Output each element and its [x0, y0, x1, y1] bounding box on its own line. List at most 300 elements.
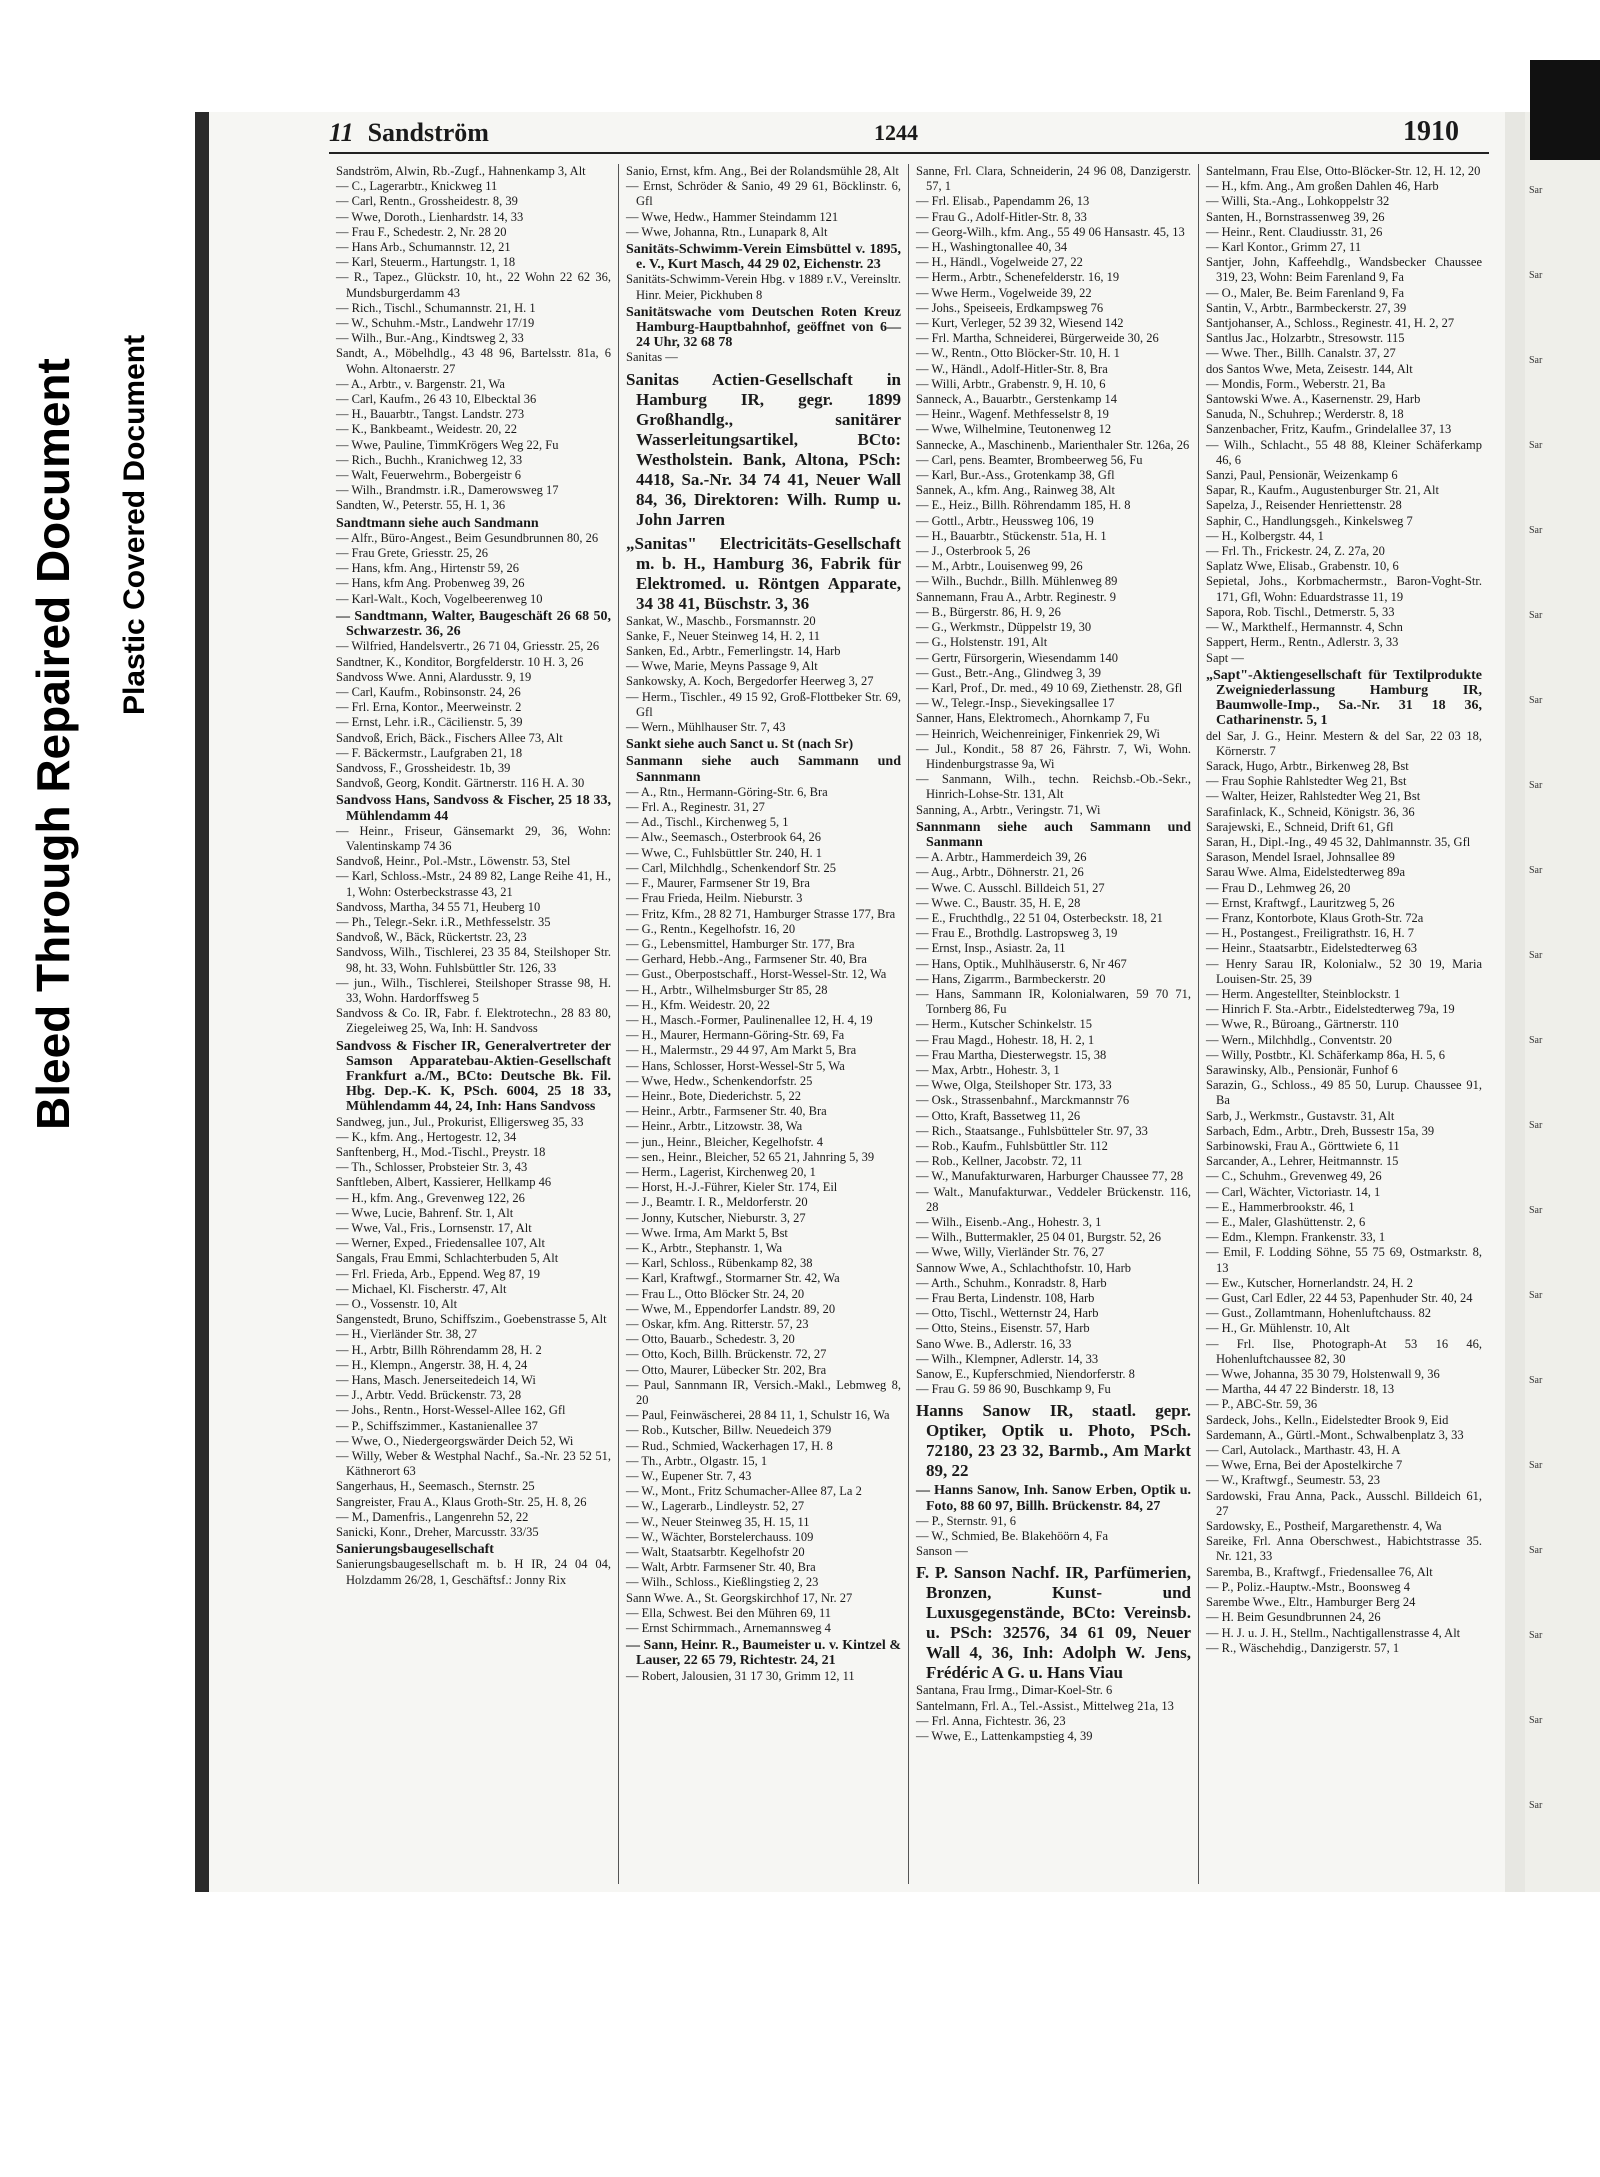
directory-entry: — H., Arbtr., Wilhelmsburger Str 85, 28 — [626, 982, 828, 997]
directory-entry: — Wwe, Johanna, 35 30 79, Holstenwall 9, 36 — [1206, 1367, 1440, 1382]
fragment-text: Sar — [1529, 1630, 1543, 1641]
directory-entry: Sarafinlack, K., Schneid, Königstr. 36, 36 — [1206, 804, 1415, 819]
directory-entry: — Frau G. 59 86 90, Buschkamp 9, Fu — [916, 1382, 1111, 1397]
directory-entry: Sanneck, A., Bauarbtr., Gerstenkamp 14 — [916, 392, 1117, 407]
directory-entry: — Carl, pens. Beamter, Brombeerweg 56, Fu — [916, 452, 1143, 467]
directory-entry: Sarbach, Edm., Arbtr., Dreh, Bussestr 15a, 39 — [1206, 1123, 1435, 1138]
directory-entry: — Wilh., Buchdr., Billh. Mühlenweg 89 — [916, 574, 1118, 589]
fragment-text: Sar — [1529, 185, 1543, 196]
directory-entry: — Wwe, Wilhelmine, Teutonenweg 12 — [916, 422, 1112, 437]
directory-entry: — Fritz, Kfm., 28 82 71, Hamburger Strasse 177, Bra — [626, 906, 896, 921]
directory-entry: F. P. Sanson Nachf. IR, Parfümerien, Bronzen, Kunst- und Luxusgegenstände, BCto: Vereinsb. u. PSch: 32576, 34 61 09, Neuer Wall 4, 36, Inh: Adolph W. Jens, Frédéric A G. u. Hans Viau — [916, 1563, 1191, 1683]
directory-entry: — Karl, Bur.-Ass., Grotenkamp 38, Gfl — [916, 468, 1115, 483]
directory-entry: — Wwe, Marie, Meyns Passage 9, Alt — [626, 659, 818, 674]
directory-entry: Sarason, Mendel Israel, Johnsallee 89 — [1206, 850, 1395, 865]
directory-entry: — H., Gr. Mühlenstr. 10, Alt — [1206, 1321, 1350, 1336]
directory-entry: — H., Händl., Vogelweide 27, 22 — [916, 255, 1083, 270]
fragment-text: Sar — [1529, 695, 1543, 706]
directory-entry: — Wwe, Erna, Bei der Apostelkirche 7 — [1206, 1458, 1403, 1473]
directory-entry: — J., Osterbrook 5, 26 — [916, 544, 1031, 559]
directory-entry: — Wwe, Olga, Steilshoper Str. 173, 33 — [916, 1078, 1112, 1093]
directory-entry: — Wilh., Brandmstr. i.R., Damerowsweg 17 — [336, 483, 559, 498]
directory-entry: Sarazin, G., Schloss., 49 85 50, Lurup. Chaussee 91, Ba — [1206, 1078, 1482, 1108]
directory-entry: Sandvoss, Wilh., Tischlerei, 23 35 84, Steilshoper Str. 98, ht. 33, Wohn. Fuhlsbüttler Str. 126, 33 — [336, 945, 611, 975]
directory-entry: — Walt., Manufakturwar., Veddeler Brückenstr. 116, 28 — [916, 1184, 1191, 1214]
directory-entry: — Horst, H.-J.-Führer, Kieler Str. 174, Eil — [626, 1180, 838, 1195]
directory-entry: — W., Manufakturwaren, Harburger Chaussee 77, 28 — [916, 1169, 1184, 1184]
directory-entry: — Aug., Arbtr., Döhnerstr. 21, 26 — [916, 865, 1084, 880]
directory-entry: — P., ABC-Str. 59, 36 — [1206, 1397, 1318, 1412]
directory-entry: — Wwe Herm., Vogelweide 39, 22 — [916, 285, 1092, 300]
directory-entry: Sanne, Frl. Clara, Schneiderin, 24 96 08, Danzigerstr. 57, 1 — [916, 164, 1191, 194]
directory-entry: — W., Schmied, Be. Blakehöörn 4, Fa — [916, 1529, 1108, 1544]
next-page-fragment — [1525, 112, 1600, 1892]
fragment-text: Sar — [1529, 270, 1543, 281]
fragment-text: Sar — [1529, 1205, 1543, 1216]
directory-entry: Saran, H., Dipl.-Ing., 49 45 32, Dahlmannstr. 35, Gfl — [1206, 834, 1471, 849]
directory-entry: — Heinr., Friseur, Gänsemarkt 29, 36, Wohn: Valentinskamp 74 36 — [336, 823, 611, 853]
directory-entry: Sandvoss & Fischer IR, Generalvertreter der Samson Apparatebau-Aktien-Gesellschaft Frankfurt a./M., BCto: Deutsche Bk. Fil. Hbg. Dep.-K. K, PSch. 6004, 25 18 33, Mühlendamm 44, 24, Inh: Hans Sandvoss — [336, 1038, 611, 1115]
directory-entry: — Georg-Wilh., kfm. Ang., 55 49 06 Hansastr. 45, 13 — [916, 224, 1185, 239]
directory-entry: — H., Klempn., Angerstr. 38, H. 4, 24 — [336, 1357, 528, 1372]
directory-entry: — Hans, Zigarrm., Barmbeckerstr. 20 — [916, 971, 1106, 986]
directory-entry: — H., kfm. Ang., Am großen Dahlen 46, Harb — [1206, 179, 1439, 194]
directory-entry: — O., Maler, Be. Beim Farenland 9, Fa — [1206, 285, 1405, 300]
directory-entry: — W., Kraftwgf., Seumestr. 53, 23 — [1206, 1473, 1380, 1488]
directory-entry: — Martha, 44 47 22 Binderstr. 18, 13 — [1206, 1382, 1395, 1397]
directory-entry: — M., Arbtr., Louisenweg 99, 26 — [916, 559, 1083, 574]
directory-entry: Sangals, Frau Emmi, Schlachterbuden 5, Alt — [336, 1251, 559, 1266]
directory-entry: — A., Rtn., Hermann-Göring-Str. 6, Bra — [626, 784, 828, 799]
directory-entry: — Franz, Kontorbote, Klaus Groth-Str. 72a — [1206, 910, 1424, 925]
directory-entry: — Wwe, M., Eppendorfer Landstr. 89, 20 — [626, 1301, 836, 1316]
directory-entry: Sanitätswache vom Deutschen Roten Kreuz Hamburg-Hauptbahnhof, geöffnet von 6—24 Uhr, 32 68 78 — [626, 304, 901, 351]
directory-entry: — H., Maurer, Hermann-Göring-Str. 69, Fa — [626, 1028, 845, 1043]
fragment-text: Sar — [1529, 780, 1543, 791]
directory-entry: — Wwe, Val., Fris., Lornsenstr. 17, Alt — [336, 1221, 532, 1236]
directory-entry: — Karl, Prof., Dr. med., 49 10 69, Ziethenstr. 28, Gfl — [916, 680, 1183, 695]
directory-entry: — A. Arbtr., Hammerdeich 39, 26 — [916, 850, 1087, 865]
directory-entry: — jun., Heinr., Bleicher, Kegelhofstr. 4 — [626, 1134, 824, 1149]
directory-entry: — R., Wäschehdig., Danzigerstr. 57, 1 — [1206, 1640, 1400, 1655]
directory-entry: — Wwe. Irma, Am Markt 5, Bst — [626, 1225, 788, 1240]
directory-entry: — Hanns Sanow, Inh. Sanow Erben, Optik u. Foto, 88 60 97, Billh. Brückenstr. 84, 27 — [916, 1483, 1191, 1514]
directory-entry: — H., Malermstr., 29 44 97, Am Markt 5, Bra — [626, 1043, 857, 1058]
directory-entry: — H., Arbtr, Billh Röhrendamm 28, H. 2 — [336, 1342, 542, 1357]
directory-entry: — Wwe, O., Niedergeorgswärder Deich 52, Wi — [336, 1433, 574, 1448]
directory-entry: Sandvoß, W., Bäck, Rückertstr. 23, 23 — [336, 930, 527, 945]
directory-entry: Sanftenberg, H., Mod.-Tischl., Preystr. 18 — [336, 1145, 546, 1159]
directory-entry: — Herm., Kutscher Schinkelstr. 15 — [916, 1017, 1093, 1032]
directory-entry: — H., Washingtonallee 40, 34 — [916, 240, 1068, 255]
directory-entry: Sareike, Frl. Anna Oberschwest., Habichtstrasse 35. Nr. 121, 33 — [1206, 1534, 1482, 1564]
directory-entry: — Johs., Rentn., Horst-Wessel-Allee 162, Gfl — [336, 1403, 566, 1418]
directory-entry: — F., Maurer, Farmsener Str 19, Bra — [626, 876, 810, 891]
directory-entry: — Gust., Zollamtmann, Hohenluftchauss. 82 — [1206, 1306, 1431, 1321]
directory-entry: Sarbinowski, Frau A., Görttwiete 6, 11 — [1206, 1139, 1400, 1153]
directory-entry: — Karl, Steuerm., Hartungstr. 1, 18 — [336, 255, 516, 270]
directory-entry: — Paul, Feinwäscherei, 28 84 11, 1, Schulstr 16, Wa — [626, 1408, 890, 1423]
directory-entry: — Gottl., Arbtr., Heussweg 106, 19 — [916, 513, 1094, 528]
directory-entry: — Walter, Heizer, Rahlstedter Weg 21, Bst — [1206, 789, 1421, 804]
directory-entry: Sankt siehe auch Sanct u. St (nach Sr) — [626, 737, 854, 753]
directory-entry: — Gust, Carl Edler, 22 44 53, Papenhuder Str. 40, 24 — [1206, 1291, 1473, 1306]
directory-entry: „Sanitas" Electricitäts-Gesellschaft m. b. H., Hamburg 36, Fabrik für Elektromed. u. Röntgen Apparate, 34 38 41, Büschstr. 3, 36 — [626, 533, 901, 613]
directory-entry: Sanitas Actien-Gesellschaft in Hamburg IR, gegr. 1899 Großhandlg., sanitärer Wasserleitungsartikel, BCto: Westholstein. Bank, Altona, PSch: 4418, Sa.-Nr. 34 74 41, Neuer Wall 84, 36, Direktoren: Wilh. Rump u. John Jarren — [626, 369, 901, 529]
directory-entry: Sandvoss Wwe. Anni, Alardusstr. 9, 19 — [336, 669, 532, 684]
directory-entry: Sandweg, jun., Jul., Prokurist, Elligersweg 35, 33 — [336, 1114, 584, 1129]
directory-entry: Sanicki, Konr., Dreher, Marcusstr. 33/35 — [336, 1525, 539, 1540]
directory-entry: — Wwe, Lucie, Bahrenf. Str. 1, Alt — [336, 1205, 514, 1220]
directory-entry: — K., kfm. Ang., Hertogestr. 12, 34 — [336, 1129, 517, 1144]
page-year: 1910 — [1403, 116, 1459, 147]
directory-entry: — Wwe, Willy, Vierländer Str. 76, 27 — [916, 1245, 1105, 1260]
directory-entry: — E., Maler, Glashüttenstr. 2, 6 — [1206, 1215, 1366, 1230]
scan-black-block — [1530, 60, 1600, 160]
directory-entry: — H., Masch.-Former, Paulinenallee 12, H. 4, 19 — [626, 1012, 873, 1027]
directory-entry: — Wwe, Johanna, Rtn., Lunapark 8, Alt — [626, 224, 828, 239]
directory-entry: — Hans, Sammann IR, Kolonialwaren, 59 70 71, Tornberg 86, Fu — [916, 986, 1191, 1017]
bleed-through-label: Bleed Through Repaired Document — [27, 358, 79, 1130]
directory-entry: Saplatz Wwe, Elisab., Grabenstr. 10, 6 — [1206, 559, 1399, 574]
directory-entry: — H., Vierländer Str. 38, 27 — [336, 1327, 478, 1342]
page-label: 11 — [329, 118, 354, 147]
directory-entry: Sarajewski, E., Schneid, Drift 61, Gfl — [1206, 819, 1394, 834]
directory-entry: — Wwe, C., Fuhlsbüttler Str. 240, H. 1 — [626, 845, 822, 860]
directory-entry: — sen., Heinr., Bleicher, 52 65 21, Jahnring 5, 39 — [626, 1149, 875, 1164]
directory-entry: — Frl. Anna, Fichtestr. 36, 23 — [916, 1713, 1066, 1728]
fragment-text: Sar — [1529, 1290, 1543, 1301]
directory-entry: — Carl, Autolack., Marthastr. 43, H. A — [1206, 1443, 1401, 1458]
directory-entry: — Arth., Schuhm., Konradstr. 8, Harb — [916, 1275, 1107, 1290]
directory-entry: — Rob., Kutscher, Billw. Neuedeich 379 — [626, 1423, 832, 1438]
directory-entry: — Rich., Staatsange., Fuhlsbütteler Str. 97, 33 — [916, 1123, 1148, 1138]
directory-entry: — Heinr., Rent. Claudiusstr. 31, 26 — [1206, 224, 1383, 239]
directory-entry: — Johs., Speiseeis, Erdkampsweg 76 — [916, 300, 1104, 315]
directory-entry: Sandvoss Hans, Sandvoss & Fischer, 25 18 33, Mühlendamm 44 — [336, 793, 611, 824]
fragment-text: Sar — [1529, 1460, 1543, 1471]
directory-entry: — G., Lebensmittel, Hamburger Str. 177, Bra — [626, 936, 855, 951]
directory-entry: — Ernst, Schröder & Sanio, 49 29 61, Böcklinstr. 6, Gfl — [626, 179, 901, 209]
directory-entry: — C., Lagerarbtr., Knickweg 11 — [336, 179, 498, 194]
directory-entry: Sardemann, A., Gürtl.-Mont., Schwalbenplatz 3, 33 — [1206, 1427, 1464, 1442]
fragment-text: Sar — [1529, 440, 1543, 451]
directory-entry: — Heinr., Arbtr., Farmsener Str. 40, Bra — [626, 1104, 827, 1119]
directory-entry: Sanow, E., Kupferschmied, Niendorferstr. 8 — [916, 1367, 1135, 1382]
directory-entry: — Frau F., Schedestr. 2, Nr. 28 20 — [336, 224, 507, 239]
fragment-text: Sar — [1529, 1715, 1543, 1726]
directory-entry: — Wilh., Eisenb.-Ang., Hohestr. 3, 1 — [916, 1215, 1102, 1230]
directory-entry: — Wilh., Buttermakler, 25 04 01, Burgstr. 52, 26 — [916, 1230, 1162, 1245]
directory-entry: — Heinr., Staatsarbtr., Eidelstedterweg 63 — [1206, 941, 1418, 956]
directory-entry: — Carl, Milchhdlg., Schenkendorf Str. 25 — [626, 860, 837, 875]
directory-entry: — Alfr., Büro-Angest., Beim Gesundbrunnen 80, 26 — [336, 530, 599, 545]
directory-entry: — P., Poliz.-Hauptw.-Mstr., Boonsweg 4 — [1206, 1579, 1411, 1594]
plastic-covered-label: Plastic Covered Document — [118, 334, 151, 715]
directory-entry: Sardeck, Johs., Kelln., Eidelstedter Brook 9, Eid — [1206, 1412, 1449, 1427]
directory-entry: Sandvoss, F., Grossheidestr. 1b, 39 — [336, 760, 511, 775]
directory-entry: — jun., Wilh., Tischlerei, Steilshoper Strasse 98, H. 33, Wohn. Hardorffsweg 5 — [336, 975, 611, 1005]
directory-entry: — Ew., Kutscher, Hornerlandstr. 24, H. 2 — [1206, 1275, 1413, 1290]
directory-entry: — Frau Sophie Rahlstedter Weg 21, Bst — [1206, 774, 1407, 789]
directory-entry: — Herm. Angestellter, Steinblockstr. 1 — [1206, 986, 1401, 1001]
directory-entry: Sangreister, Frau A., Klaus Groth-Str. 25, H. 8, 26 — [336, 1494, 587, 1509]
directory-entry: Sangerhaus, H., Seemasch., Sternstr. 25 — [336, 1479, 535, 1494]
directory-entry: — Frau Magd., Hohestr. 18, H. 2, 1 — [916, 1032, 1095, 1047]
column-4 — [1199, 164, 1489, 1884]
directory-entry: — H., Bauarbtr., Stückenstr. 51a, H. 1 — [916, 528, 1107, 543]
directory-entry: — Willy, Weber & Westphal Nachf., Sa.-Nr. 23 52 51, Käthnerort 63 — [336, 1449, 611, 1479]
directory-entry: — G., Holstenstr. 191, Alt — [916, 635, 1048, 650]
directory-entry: — B., Bürgerstr. 86, H. 9, 26 — [916, 604, 1061, 619]
directory-entry: Sandten, W., Peterstr. 55, H. 1, 36 — [336, 498, 506, 513]
directory-entry: — Frl. Elisab., Papendamm 26, 13 — [916, 194, 1090, 209]
directory-entry: Sangenstedt, Bruno, Schiffszim., Goebenstrasse 5, Alt — [336, 1312, 607, 1327]
directory-entry: Sanson — — [916, 1544, 968, 1559]
directory-entry: — Carl, Wächter, Victoriastr. 14, 1 — [1206, 1184, 1381, 1199]
directory-entry: — Frl. A., Reginestr. 31, 27 — [626, 800, 765, 815]
directory-entry: — Wilh., Schloss., Kießlingstieg 2, 23 — [626, 1575, 819, 1590]
directory-entry: Sardowski, Frau Anna, Pack., Ausschl. Billdeich 61, 27 — [1206, 1488, 1482, 1518]
directory-entry: — Wwe, Pauline, TimmKrögers Weg 22, Fu — [336, 437, 559, 452]
directory-entry: — G., Rentn., Kegelhofstr. 16, 20 — [626, 921, 796, 936]
fragment-text: Sar — [1529, 1375, 1543, 1386]
directory-entry: — H., Postangest., Freiligrathstr. 16, H. 7 — [1206, 926, 1414, 941]
directory-entry: — P., Schiffszimmer., Kastanienallee 37 — [336, 1418, 538, 1433]
directory-entry: — W., Schuhm.-Mstr., Landwehr 17/19 — [336, 316, 535, 331]
directory-entry: — Otto, Tischl., Wetternstr 24, Harb — [916, 1306, 1099, 1321]
directory-entry: — Ph., Telegr.-Sekr. i.R., Methfesselstr. 35 — [336, 914, 551, 929]
page-number: 1244 — [874, 120, 918, 145]
directory-entry: — Frau E., Brothdlg. Lastropsweg 3, 19 — [916, 926, 1118, 941]
directory-entry: Sandtmann siehe auch Sandmann — [336, 515, 539, 531]
directory-entry: — J., Beamtr. I. R., Meldorferstr. 20 — [626, 1195, 808, 1210]
side-label-panel — [0, 0, 195, 2177]
directory-entry: Sandvoss & Co. IR, Fabr. f. Elektrotechn., 28 83 80, Ziegeleiweg 25, Wa, Inh: H. Sandvoss — [336, 1006, 611, 1036]
directory-entry: — Carl, Kaufm., Robinsonstr. 24, 26 — [336, 684, 521, 699]
directory-entry: — Rich., Buchh., Kranichweg 12, 33 — [336, 452, 523, 467]
directory-entry: Sanzi, Paul, Pensionär, Weizenkamp 6 — [1206, 468, 1398, 483]
directory-entry: Sanzenbacher, Fritz, Kaufm., Grindelallee 37, 13 — [1206, 422, 1452, 437]
directory-entry: — P., Sternstr. 91, 6 — [916, 1513, 1017, 1528]
directory-entry: Sannmann siehe auch Sammann und Sanmann — [916, 819, 1191, 850]
directory-entry: — Wilfried, Handelsvertr., 26 71 04, Griesstr. 25, 26 — [336, 639, 600, 654]
directory-entry: — Frau Berta, Lindenstr. 108, Harb — [916, 1291, 1095, 1306]
directory-entry: — Walt, Feuerwehrm., Bobergeistr 6 — [336, 468, 521, 483]
directory-entry: Sarack, Hugo, Arbtr., Birkenweg 28, Bst — [1206, 758, 1409, 773]
directory-entry: „Sapt"-Aktiengesellschaft für Textilprodukte Zweigniederlassung Hamburg IR, Baumwolle-Imp., Sa.-Nr. 31 18 36, Catharinenstr. 5, 1 — [1206, 667, 1482, 729]
header-name: Sandström — [367, 118, 489, 147]
directory-entry: — M., Damenfris., Langenrehn 52, 22 — [336, 1509, 529, 1524]
fragment-text: Sar — [1529, 1800, 1543, 1811]
directory-entry: — Sandtmann, Walter, Baugeschäft 26 68 50, Schwarzestr. 36, 26 — [336, 608, 611, 640]
directory-entry: Sandström, Alwin, Rb.-Zugf., Hahnenkamp 3, Alt — [336, 164, 586, 178]
directory-entry: — Wern., Milchhdlg., Conventstr. 20 — [1206, 1032, 1392, 1047]
directory-entry: Santjer, John, Kaffeehdlg., Wandsbecker Chaussee 319, 23, Wohn: Beim Farenland 9, Fa — [1206, 255, 1482, 285]
directory-entry: — Wwe. Ther., Billh. Canalstr. 37, 27 — [1206, 346, 1396, 361]
directory-entry: Sappert, Herm., Rentn., Adlerstr. 3, 33 — [1206, 635, 1399, 650]
directory-entry: — Carl, Kaufm., 26 43 10, Elbecktal 36 — [336, 392, 537, 407]
directory-entry: — Wwe. C. Ausschl. Billdeich 51, 27 — [916, 880, 1105, 895]
directory-entry: — E., Heiz., Billh. Röhrendamm 185, H. 8 — [916, 498, 1131, 513]
directory-entry: — Gerhard, Hebb.-Ang., Farmsener Str. 40, Bra — [626, 952, 867, 967]
directory-entry: — W., Lagerarb., Lindleystr. 52, 27 — [626, 1499, 805, 1514]
directory-entry: — Karl, Schloss., Rübenkamp 82, 38 — [626, 1256, 813, 1271]
directory-entry: Sanierungsbaugesellschaft — [336, 1542, 494, 1558]
directory-entry: — Frl. Martha, Schneiderei, Bürgerweide 30, 26 — [916, 331, 1159, 346]
directory-entry: Sandvoß, Erich, Bäck., Fischers Allee 73, Alt — [336, 730, 563, 745]
directory-entry: — Kurt, Verleger, 52 39 32, Wiesend 142 — [916, 316, 1124, 331]
column-2 — [619, 164, 909, 1884]
directory-entry: — Hinrich F. Sta.-Arbtr., Eidelstedterweg 79a, 19 — [1206, 1002, 1455, 1017]
directory-entry: — Ernst, Insp., Asiastr. 2a, 11 — [916, 941, 1066, 956]
directory-entry: — Sanmann, Wilh., techn. Reichsb.-Ob.-Sekr., Hinrich-Lohse-Str. 131, Alt — [916, 772, 1191, 802]
directory-entry: Sapora, Rob. Tischl., Detmerstr. 5, 33 — [1206, 604, 1395, 619]
directory-entry: Saremba, B., Kraftwgf., Friedensallee 76, Alt — [1206, 1564, 1433, 1579]
directory-entry: — Werner, Exped., Friedensallee 107, Alt — [336, 1236, 545, 1251]
directory-entry: — Th., Arbtr., Olgastr. 15, 1 — [626, 1453, 768, 1468]
directory-entry: — Otto, Maurer, Lübecker Str. 202, Bra — [626, 1362, 827, 1377]
directory-entry: — Frau Frieda, Heilm. Nieburstr. 3 — [626, 891, 803, 906]
directory-entry: — Sann, Heinr. R., Baumeister u. v. Kintzel & Lauser, 22 65 79, Richtestr. 24, 21 — [626, 1638, 901, 1669]
directory-entry: — Karl, Kraftwgf., Stormarner Str. 42, Wa — [626, 1271, 840, 1286]
directory-entry: — Herm., Tischler., 49 15 92, Groß-Flottbeker Str. 69, Gfl — [626, 689, 901, 719]
directory-entry: — Rob., Kellner, Jacobstr. 72, 11 — [916, 1154, 1083, 1169]
directory-entry: Santowski Wwe. A., Kasernenstr. 29, Harb — [1206, 392, 1421, 407]
directory-entry: — H., kfm. Ang., Grevenweg 122, 26 — [336, 1190, 525, 1205]
directory-entry: Santen, H., Bornstrassenweg 39, 26 — [1206, 209, 1385, 224]
directory-entry: — Robert, Jalousien, 31 17 30, Grimm 12, 11 — [626, 1668, 855, 1683]
directory-entry: — Walt, Staatsarbtr. Kegelhofstr 20 — [626, 1545, 805, 1560]
directory-entry: — Frau D., Lehmweg 26, 20 — [1206, 880, 1351, 895]
directory-entry: Sanmann siehe auch Sammann und Sannmann — [626, 754, 901, 785]
directory-entry: — Gertr, Fürsorgerin, Wiesendamm 140 — [916, 650, 1118, 665]
directory-entry: — Th., Schlosser, Probsteier Str. 3, 43 — [336, 1160, 528, 1175]
directory-entry: — W., Neuer Steinweg 35, H. 15, 11 — [626, 1514, 810, 1529]
directory-entry: — R., Tapez., Glückstr. 10, ht., 22 Wohn 22 62 36, Mundsburgerdamm 43 — [336, 270, 611, 300]
directory-entry: — A., Arbtr., v. Bargenstr. 21, Wa — [336, 376, 505, 391]
directory-entry: — Herm., Arbtr., Schenefelderstr. 16, 19 — [916, 270, 1120, 285]
directory-entry: — K., Arbtr., Stephanstr. 1, Wa — [626, 1240, 783, 1255]
directory-entry: — Hans, Optik., Muhlhäuserstr. 6, Nr 467 — [916, 956, 1127, 971]
directory-entry: Sanitas — — [626, 350, 678, 365]
directory-entry: Sanken, Ed., Arbtr., Femerlingstr. 14, Harb — [626, 644, 841, 659]
directory-entry: — Ernst Schirmmach., Arnemannsweg 4 — [626, 1621, 831, 1636]
fragment-text: Sar — [1529, 610, 1543, 621]
directory-entry: — Heinr., Wagenf. Methfesselstr 8, 19 — [916, 407, 1109, 422]
directory-entry: — Heinr., Arbtr., Litzowstr. 38, Wa — [626, 1119, 803, 1134]
directory-entry: — Paul, Sannmann IR, Versich.-Makl., Lebmweg 8, 20 — [626, 1377, 901, 1407]
directory-entry: — H. Beim Gesundbrunnen 24, 26 — [1206, 1610, 1381, 1625]
directory-entry: del Sar, J. G., Heinr. Mestern & del Sar, 22 03 18, Körnerstr. 7 — [1206, 728, 1482, 758]
directory-entry: — Rud., Schmied, Wackerhagen 17, H. 8 — [626, 1438, 833, 1453]
directory-entry: — W., Eupener Str. 7, 43 — [626, 1469, 752, 1484]
directory-entry: — Ad., Tischl., Kirchenweg 5, 1 — [626, 815, 789, 830]
directory-entry: Sanning, A., Arbtr., Veringstr. 71, Wi — [916, 802, 1101, 817]
directory-entry: — W., Mont., Fritz Schumacher-Allee 87, La 2 — [626, 1484, 862, 1499]
fragment-text: Sar — [1529, 1545, 1543, 1556]
directory-entry: Sardowsky, E., Postheif, Margarethenstr. 4, Wa — [1206, 1519, 1442, 1534]
directory-entry: dos Santos Wwe, Meta, Zeisestr. 144, Alt — [1206, 361, 1413, 376]
directory-entry: — J., Arbtr. Vedd. Brückenstr. 73, 28 — [336, 1388, 522, 1403]
directory-entry: — Otto, Steins., Eisenstr. 57, Harb — [916, 1321, 1090, 1336]
directory-entry: Sandvoss, Martha, 34 55 71, Heuberg 10 — [336, 899, 541, 914]
directory-entry: — W., Händl., Adolf-Hitler-Str. 8, Bra — [916, 361, 1108, 376]
directory-entry: — Willi, Sta.-Ang., Lohkoppelstr 32 — [1206, 194, 1390, 209]
directory-entry: — Willi, Arbtr., Grabenstr. 9, H. 10, 6 — [916, 376, 1106, 391]
fragment-text: Sar — [1529, 525, 1543, 536]
column-3 — [909, 164, 1199, 1884]
directory-entry: — Wilh., Schlacht., 55 48 88, Kleiner Schäferkamp 46, 6 — [1206, 437, 1482, 467]
directory-entry: Sanke, F., Neuer Steinweg 14, H. 2, 11 — [626, 628, 820, 643]
directory-entry: — Gust., Betr.-Ang., Glindweg 3, 39 — [916, 665, 1102, 680]
directory-entry: — Wwe, Hedw., Schenkendorfstr. 25 — [626, 1073, 813, 1088]
directory-entry: — Karl-Walt., Koch, Vogelbeerenweg 10 — [336, 591, 543, 606]
directory-entry: — E., Hammerbrookstr. 46, 1 — [1206, 1199, 1355, 1214]
directory-entry: — W., Wächter, Borstelerchauss. 109 — [626, 1529, 814, 1544]
directory-entry: Saphir, C., Handlungsgeh., Kinkelsweg 7 — [1206, 513, 1413, 528]
fragment-text: Sar — [1529, 865, 1543, 876]
directory-entry: Santana, Frau Irmg., Dimar-Koel-Str. 6 — [916, 1683, 1113, 1698]
directory-entry: Santlus Jac., Holzarbtr., Stresowstr. 115 — [1206, 331, 1405, 346]
directory-entry: — Otto, Koch, Billh. Brückenstr. 72, 27 — [626, 1347, 827, 1362]
directory-entry: Hanns Sanow IR, staatl. gepr. Optiker, Optik u. Photo, PSch. 72180, 23 23 32, Barmb., Am Markt 89, 22 — [916, 1401, 1191, 1481]
directory-entry: — K., Bankbeamt., Weidestr. 20, 22 — [336, 422, 518, 437]
directory-entry: — F. Bäckermstr., Laufgraben 21, 18 — [336, 745, 523, 760]
directory-entry: — Henry Sarau IR, Kolonialw., 52 30 19, Maria Louisen-Str. 25, 39 — [1206, 956, 1482, 986]
directory-entry: Sarb, J., Werkmstr., Gustavstr. 31, Alt — [1206, 1108, 1395, 1123]
directory-entry: Sarembe Wwe., Eltr., Hamburger Berg 24 — [1206, 1595, 1416, 1610]
directory-entry: — Otto, Kraft, Bassetweg 11, 26 — [916, 1108, 1081, 1123]
directory-entry: — Michael, Kl. Fischerstr. 47, Alt — [336, 1281, 507, 1296]
directory-entry: — Ella, Schwest. Bei den Mühren 69, 11 — [626, 1605, 832, 1620]
fragment-text: Sar — [1529, 355, 1543, 366]
directory-entry: Sann Wwe. A., St. Georgskirchhof 17, Nr. 27 — [626, 1590, 853, 1605]
scan-edge — [1505, 112, 1525, 1892]
directory-entry: Sanierungsbaugesellschaft m. b. H IR, 24 04 04, Holzdamm 26/28, 1, Geschäftsf.: Jonny Rix — [336, 1557, 611, 1587]
directory-entry: — Karl Kontor., Grimm 27, 11 — [1206, 240, 1362, 255]
directory-entry: — Mondis, Form., Weberstr. 21, Ba — [1206, 376, 1386, 391]
directory-entry: Sannek, A., kfm. Ang., Rainweg 38, Alt — [916, 483, 1115, 498]
directory-entry: Santjohanser, A., Schloss., Reginestr. 41, H. 2, 27 — [1206, 316, 1455, 331]
directory-entry: — Wwe, E., Lattenkampstieg 4, 39 — [916, 1729, 1093, 1744]
directory-entry: Sanio, Ernst, kfm. Ang., Bei der Rolandsmühle 28, Alt — [626, 164, 899, 178]
directory-entry: Sarawinsky, Alb., Pensionär, Funhof 6 — [1206, 1062, 1398, 1077]
directory-entry: — Wwe, R., Büroang., Gärtnerstr. 110 — [1206, 1017, 1399, 1032]
directory-entry: Sannecke, A., Maschinenb., Marienthaler Str. 126a, 26 — [916, 437, 1190, 452]
directory-entry: Sannemann, Frau A., Arbtr. Reginestr. 9 — [916, 589, 1116, 604]
directory-entry: — Jonny, Kutscher, Nieburstr. 3, 27 — [626, 1210, 806, 1225]
directory-columns — [329, 164, 1489, 1884]
directory-entry: — Rich., Tischl., Schumannstr. 21, H. 1 — [336, 300, 536, 315]
directory-entry: — Frau Grete, Griesstr. 25, 26 — [336, 546, 489, 561]
directory-entry: — Hans, Schlosser, Horst-Wessel-Str 5, Wa — [626, 1058, 845, 1073]
directory-entry: Sanitäts-Schwimm-Verein Eimsbüttel v. 1895, e. V., Kurt Masch, 44 29 02, Eichenstr. 23 — [626, 242, 901, 273]
directory-entry: — H., Kfm. Weidestr. 20, 22 — [626, 997, 770, 1012]
directory-entry: Sapelza, J., Reisender Henriettenstr. 28 — [1206, 498, 1402, 513]
directory-entry: — Hans, kfm Ang. Probenweg 39, 26 — [336, 576, 525, 591]
directory-entry: — Herm., Lagerist, Kirchenweg 20, 1 — [626, 1164, 816, 1179]
directory-entry: — Hans, Masch. Jenerseitedeich 14, Wi — [336, 1373, 536, 1388]
fragment-text: Sar — [1529, 1120, 1543, 1131]
directory-entry: — Heinr., Bote, Diederichstr. 5, 22 — [626, 1088, 801, 1103]
directory-entry: — Emil, F. Lodding Söhne, 55 75 69, Ostmarkstr. 8, 13 — [1206, 1245, 1482, 1275]
directory-entry: — Frl. Ilse, Photograph-At 53 16 46, Hohenluftchaussee 82, 30 — [1206, 1336, 1482, 1366]
directory-entry: Sannow Wwe, A., Schlachthofstr. 10, Harb — [916, 1260, 1132, 1275]
directory-entry: — Jul., Kondit., 58 87 26, Fährstr. 7, Wi, Wohn. Hindenburgstrasse 9a, Wi — [916, 741, 1191, 771]
directory-entry: Sanftleben, Albert, Kassierer, Hellkamp 46 — [336, 1175, 552, 1190]
directory-entry: — H., Kolbergstr. 44, 1 — [1206, 528, 1324, 543]
